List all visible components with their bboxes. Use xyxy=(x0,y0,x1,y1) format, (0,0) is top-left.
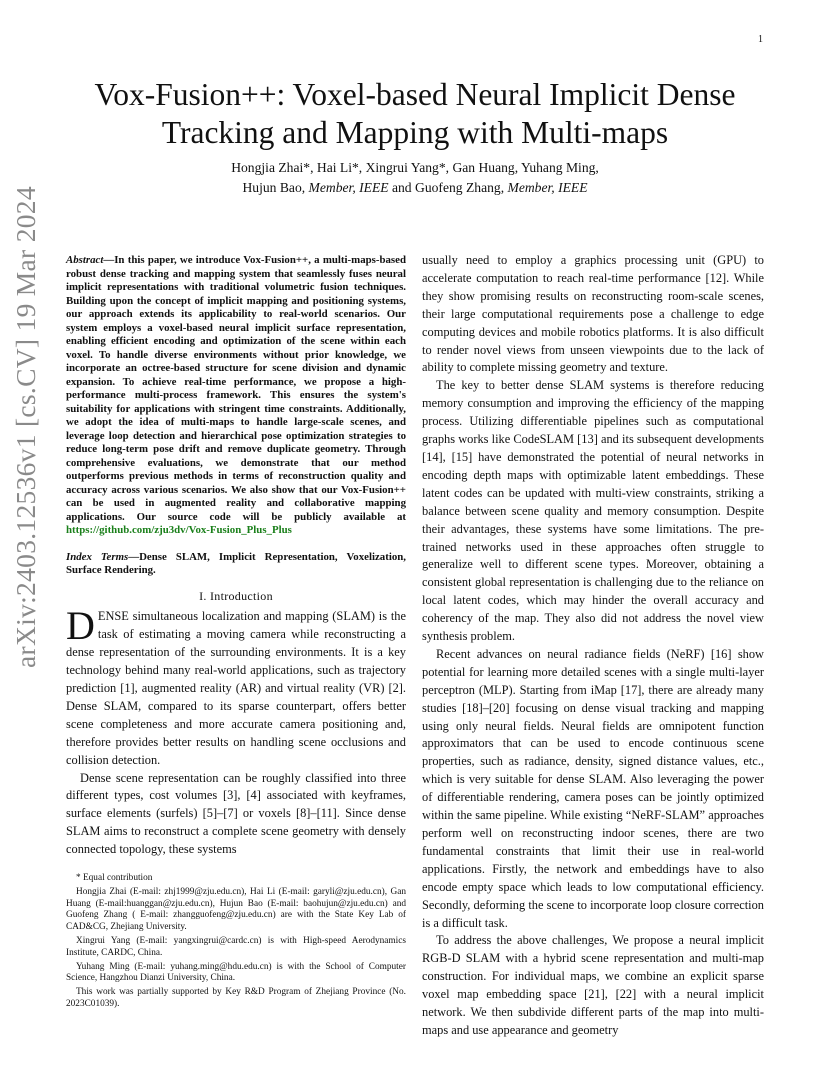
body-paragraph-2: The key to better dense SLAM systems is therefore reducing memory consumption and improving the efficiency of the mapping process. Utilizing differentiable pipelines such as computational graphs works like CodeSLAM [13] and its subsequent developments [14], [15] have demonstrated the potential of neural networks in encoding depth maps with optimizable latent embeddings. These latent codes can be updated with multi-view constraints, striking a balance between scene quality and memory consumption. Despite their advantages, these systems have some limitations. The pre-trained networks used in these approaches often struggle to generalize well to different scene types. Moreover, obtaining a consistent global representation is challenging due to the reliance on local latent codes, which may hinder the overall accuracy and coherency of the map. They also did not address the novel view synthesis problem. xyxy=(422,378,764,644)
authors-line-1: Hongjia Zhai*, Hai Li*, Xingrui Yang*, Gan Huang, Yuhang Ming, xyxy=(231,160,599,175)
section-heading: I. Introduction xyxy=(199,588,273,603)
index-terms-text: —Dense SLAM, Implicit Representation, Voxelization, Surface Rendering. xyxy=(66,550,407,576)
abstract-text: —In this paper, we introduce Vox-Fusion++, a multi-maps-based robust dense tracking and mapping system that seamlessly fuses neural implicit representations with traditional volumetric fusion techniques. Building upon the concept of implicit mapping and positioning systems, our approach extends its applicability to real-world scenarios. Our system employs a voxel-based neural implicit surface representation, enabling efficient encoding and optimization of the scene within each voxel. To handle diverse environments without prior knowledge, we incorporate an octree-based structure for scene division and dynamic expansion. To achieve real-time performance, we propose a high-performance multi-process framework. This ensures the system's suitability for applications with stringent time constraints. Additionally, we adopt the idea of multi-maps to handle large-scale scenes, and leverage loop detection and hierarchical pose optimization strategies to reduce long-term pose drift and remove duplicate geometry. Through comprehensive evaluations, we demonstrate that our method outperforms previous methods in terms of reconstruction quality and accuracy across various scenarios. We also show that our Vox-Fusion++ can be used in augmented reality and collaborative mapping applications. Our source code will be publicly available at xyxy=(66,254,406,523)
intro-paragraph-1 xyxy=(66,603,406,769)
footnote-affiliation-hdu: Yuhang Ming (E-mail: yuhang.ming@hdu.edu.cn) is with the School of Computer Science, Hangzhou Dianzi University, China. xyxy=(66,961,406,984)
abstract-label: Abstract xyxy=(66,254,104,266)
author-zhang: and Guofeng Zhang, xyxy=(388,180,508,195)
footnote-equal-contribution: * Equal contribution xyxy=(76,873,153,884)
paper-title xyxy=(40,76,790,152)
title-line-1: Vox-Fusion++: Voxel-based Neural Implicit Dense xyxy=(94,77,736,112)
body-paragraph-1: usually need to employ a graphics processing unit (GPU) to accelerate computation to reach real-time performance [12]. While they show promising results on reconstructing room-scale scenes, their large computational requirements pose a challenge to edge computing devices and mobile robotics platforms. It is also difficult to render novel views from unseen viewpoints due to the lack of ability to complete missing geometry and texture. xyxy=(422,253,764,375)
footnote-affiliation-cardc: Xingrui Yang (E-mail: yangxingrui@cardc.cn) is with High-speed Aerodynamics Institute, CARDC, China. xyxy=(66,936,406,958)
membership-label: Member, IEEE xyxy=(308,180,389,195)
footnote-funding: This work was partially supported by Key R&D Program of Zhejiang Province (No. 2023C01039). xyxy=(66,987,406,1010)
drop-cap: D xyxy=(66,603,95,649)
index-terms xyxy=(66,551,406,578)
author-list xyxy=(40,158,790,198)
footnotes xyxy=(66,873,406,1011)
source-code-link[interactable]: https://github.com/zju3dv/Vox-Fusion_Plus_Plus xyxy=(66,524,292,536)
author-bao: Hujun Bao, xyxy=(242,180,309,195)
right-column xyxy=(422,252,764,1040)
membership-label: Member, IEEE xyxy=(507,180,588,195)
page-number: 1 xyxy=(758,34,763,45)
abstract xyxy=(66,254,406,538)
intro-paragraph-2: Dense scene representation can be roughly classified into three different types, cost volumes [3], [4] associated with keyframes, surface elements (surfels) [5]–[7] or voxels [8]–[11]. Since dense SLAM aims to reconstruct a complete scene geometry with densely connected topology, these systems xyxy=(66,770,406,857)
left-column xyxy=(66,254,406,1013)
body-paragraph-3: Recent advances on neural radiance fields (NeRF) [16] show potential for learning more detailed scenes with a single multi-layer perceptron (MLP). Starting from iMap [17], there are already many studies [18]–[20] focusing on dense visual tracking and mapping using only neural fields. Neural fields are omnipotent function approximators that can be used to encode continuous scene properties, such as radiance, density, signed distance values, etc., which is very suitable for dense SLAM. Also leveraging the power of differentiable rendering, camera poses can be jointly optimized within the same pipeline. While existing “NeRF-SLAM” approaches perform well on reconstructing indoor scenes, there are two fundamental constraints that limit their use in real-world applications. Firstly, the network and embeddings have to also encode empty space which leads to low computational efficiency. Secondly, deforming the scene to incorporate loop closure correction is a difficult task. xyxy=(422,646,764,930)
intro-text-1: ENSE simultaneous localization and mapping (SLAM) is the task of estimating a moving camera while reconstructing a dense representation of the surrounding environments. It is a key technology behind many real-world applications, such as trajectory prediction [1], augmented reality (AR) and virtual reality (VR) [2]. Dense SLAM, compared to its sparse counterpart, offers better scene completeness and more accurate camera positioning and, therefore provides better results on handling scene occlusions and collision detection. xyxy=(66,609,406,767)
footnote-affiliation-zju: Hongjia Zhai (E-mail: zhj1999@zju.edu.cn), Hai Li (E-mail: garyli@zju.edu.cn), Gan Huang (E-mail:huanggan@zju.edu.cn), Hujun Bao (E-mail: baohujun@zju.edu.cn) and Guofeng Zhang ( E-mail: zhangguofeng@zju.edu.cn) are with the State Key Lab of CAD&CG, Zhejiang University. xyxy=(66,887,406,932)
index-terms-label: Index Terms xyxy=(66,550,129,563)
arxiv-identifier: arXiv:2403.12536v1 [cs.CV] 19 Mar 2024 xyxy=(10,186,41,668)
title-line-2: Tracking and Mapping with Multi-maps xyxy=(161,115,669,150)
body-paragraph-4: To address the above challenges, We propose a neural implicit RGB-D SLAM with a hybrid scene representation and multi-map construction. For individual maps, we combine an explicit sparse voxel map embedding space [21], [22] with a neural implicit network. We then subdivide different parts of the map into multi-maps and use appearance and geometry xyxy=(422,933,764,1037)
authors-line-2 xyxy=(40,178,790,198)
